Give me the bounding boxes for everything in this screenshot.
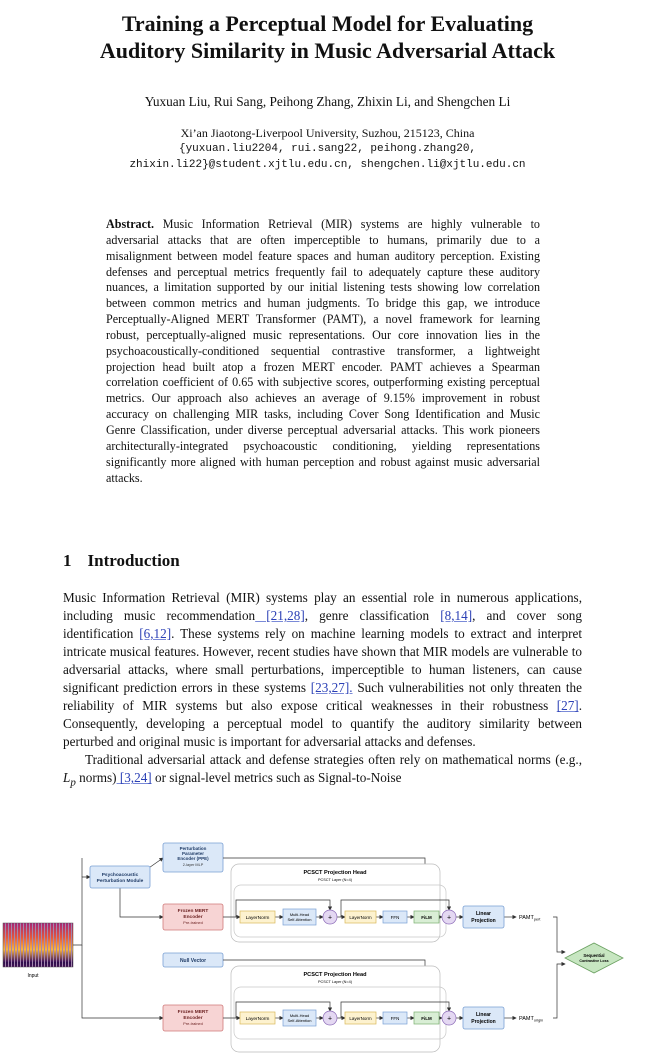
linear-line-1: Linear [475, 1012, 492, 1018]
output-top: $PAMT_{pert}$ [519, 915, 541, 922]
title-line-2: Auditory Similarity in Music Adversarial Attack [99, 38, 556, 63]
plus-sign: + [327, 1015, 333, 1023]
plus-sign: + [446, 1015, 452, 1023]
mert-top-line-2: Encoder [183, 915, 203, 920]
text-run: . Consequently, developing a perceptual model to quantify the auditory similarity between perturbed and original music is important for adversarial attacks and defenses. [63, 698, 582, 750]
layernorm-top-2 [345, 911, 376, 923]
add-node-top-2 [442, 910, 456, 924]
lp-subscript: p [70, 777, 76, 790]
input-spectrogram [3, 923, 73, 967]
title-line-1: Training a Perceptual Model for Evaluating [121, 11, 534, 36]
loss-line-2: Contrastive Loss [579, 959, 609, 963]
text-run: Such vulnerabilities not only threaten the reliability of MIR systems but also expose critical weaknesses in their robustness [63, 680, 582, 714]
contrastive-loss [565, 943, 623, 973]
section-number: 1 [63, 551, 72, 570]
output-bottom: $PAMT_{origin}$ [519, 1016, 544, 1023]
mert-bottom-line-3: Pre-trained [183, 1021, 203, 1026]
citation-link[interactable]: [23,27]. [310, 680, 353, 696]
text-run: norms) [75, 770, 117, 786]
linear-line-2: Projection [471, 918, 496, 924]
text-run: or signal-level metrics such as Signal-to-Noise [151, 770, 402, 786]
mhsa-top [283, 909, 316, 925]
text-run: . These systems rely on machine learning models to extract and interpret intricate musical features. However, recent studies have shown that MIR models are vulnerable to adversarial attacks, where small perturbations, imperceptible to human listeners, can cause significant prediction errors in these systems [63, 626, 583, 696]
lp-symbol: L [63, 770, 71, 786]
plus-sign: + [327, 914, 333, 922]
plus-sign: + [446, 914, 452, 922]
ffn-bottom [383, 1012, 407, 1024]
layernorm-label: LayerNorm [245, 1017, 270, 1022]
abstract-label: Abstract. [106, 217, 155, 231]
section-heading [63, 551, 180, 571]
mhsa-line-2: Self-Attention [287, 1018, 312, 1023]
mhsa-bottom [283, 1010, 316, 1026]
ffn-label: FFN [390, 915, 400, 920]
loss-line-1: Sequential [583, 953, 605, 958]
head-sub-bottom: PCSCT Layer (N=4) [317, 980, 353, 984]
layernorm-bottom-1 [240, 1012, 275, 1024]
text-run: , and cover song identification [63, 608, 582, 642]
architecture-figure [0, 838, 655, 1057]
affiliation: Xi’an Jiaotong-Liverpool University, Suzhou, 215123, China [180, 126, 475, 140]
citation-link[interactable]: [27] [556, 698, 579, 714]
psychoacoustic-module [90, 866, 150, 888]
abstract-text: Music Information Retrieval (MIR) systems are highly vulnerable to adversarial attacks that are often imperceptible to humans, primarily due to a misalignment between model feature spaces and human auditory perception. Existing defenses and perceptual metrics frequently fail to adequately capture these auditory nuances, a limitation supported by our initial listening tests showing low correlation between common metrics and human judgments. To bridge this gap, we introduce Perceptually-Aligned MERT Transformer (PAMT), a novel framework for learning robust, perceptually-aligned music representations. Our core innovation lies in the psychoacoustically-conditioned sequential contrastive transformer, a lightweight projection head built atop a frozen MERT encoder. PAMT achieves a Spearman correlation coefficient of 0.65 with subjective scores, outperforming existing perceptual metrics. Our approach also achieves an average of 9.15% improvement in robust accuracy on challenging MIR tasks, including Cover Song Identification and Music Genre Classification, under diverse perceptual adversarial attacks. This work pioneers architecturally-integrated psychoacoustic conditioning, yielding representations significantly more aligned with human perception and robust against music adversarial attacks. [106, 217, 540, 485]
head-title-top: PCSCT Projection Head [303, 870, 367, 876]
ffn-top [383, 911, 407, 923]
layernorm-top-1 [240, 911, 275, 923]
layernorm-label: LayerNorm [349, 915, 372, 920]
mhsa-line-1: Multi-Head [289, 1013, 310, 1018]
psycho-line-2: Perturbation Module [96, 879, 144, 884]
pcsct-head-bottom [231, 966, 446, 1052]
linear-line-1: Linear [475, 911, 492, 917]
ffn-label: FFN [390, 1016, 400, 1021]
mert-top-line-1: Frozen MERT [177, 909, 209, 914]
psycho-line-1: Psychoacoustic [101, 873, 139, 878]
ppe-line-4: 2-layer MLP [182, 863, 204, 867]
intro-body [63, 589, 582, 792]
ppe-box [163, 843, 223, 872]
authors: Yuxuan Liu, Rui Sang, Peihong Zhang, Zhixin Li, and Shengchen Li [144, 94, 511, 109]
null-vector-label: Null Vector [179, 958, 207, 964]
ppe-line-3: Encoder (PPE) [177, 856, 209, 861]
pcsct-head-top [231, 864, 446, 942]
layernorm-label: LayerNorm [349, 1016, 372, 1021]
film-label: FiLM [421, 1016, 432, 1021]
null-vector [163, 953, 223, 967]
head-sub-top: PCSCT Layer (N=4) [317, 878, 353, 882]
ppe-line-2: Parameter [181, 851, 205, 856]
emails-line-2: zhixin.li22}@student.xjtlu.edu.cn, shengchen.li@xjtlu.edu.cn [129, 159, 526, 171]
add-node-top-1 [323, 910, 337, 924]
head-title-bottom: PCSCT Projection Head [303, 972, 367, 978]
film-bottom [414, 1012, 439, 1024]
mhsa-line-2: Self-Attention [287, 917, 312, 922]
frozen-mert-bottom [163, 1005, 223, 1031]
paper-title [40, 10, 615, 64]
layernorm-label: LayerNorm [245, 916, 270, 921]
architecture-diagram [0, 838, 655, 1057]
mert-top-line-3: Pre-trained [183, 920, 203, 925]
affiliation-block [20, 125, 635, 173]
emails-line-1: {yuxuan.liu2204, rui.sang22, peihong.zhang20, [178, 143, 477, 155]
intro-paragraph-1 [63, 589, 582, 751]
section-title: Introduction [87, 551, 180, 570]
mhsa-line-1: Multi-Head [289, 912, 310, 917]
linear-projection-top [463, 906, 504, 928]
frozen-mert-top [163, 904, 223, 930]
text-run: , genre classification [304, 608, 441, 624]
input-label: Input [27, 973, 39, 979]
add-node-bottom-2 [442, 1011, 456, 1025]
linear-line-2: Projection [471, 1019, 496, 1025]
citation-link[interactable]: [8,14] [440, 608, 473, 624]
citation-link[interactable]: [3,24] [116, 770, 152, 786]
film-top [414, 911, 439, 923]
abstract [106, 217, 540, 486]
intro-paragraph-2 [63, 751, 582, 792]
film-label: FiLM [421, 915, 432, 920]
citation-link[interactable]: [21,28] [255, 608, 305, 624]
citation-link[interactable]: [6,12] [139, 626, 172, 642]
linear-projection-bottom [463, 1007, 504, 1029]
add-node-bottom-1 [323, 1011, 337, 1025]
mert-bottom-line-2: Encoder [183, 1016, 203, 1021]
ppe-line-1: Perturbation [179, 846, 207, 851]
text-run: Traditional adversarial attack and defense strategies often rely on mathematical norms (e.g., [85, 752, 582, 768]
text-run: Music Information Retrieval (MIR) systems play an essential role in numerous applications, including music recommendation [63, 590, 582, 624]
layernorm-bottom-2 [345, 1012, 376, 1024]
mert-bottom-line-1: Frozen MERT [177, 1010, 209, 1015]
